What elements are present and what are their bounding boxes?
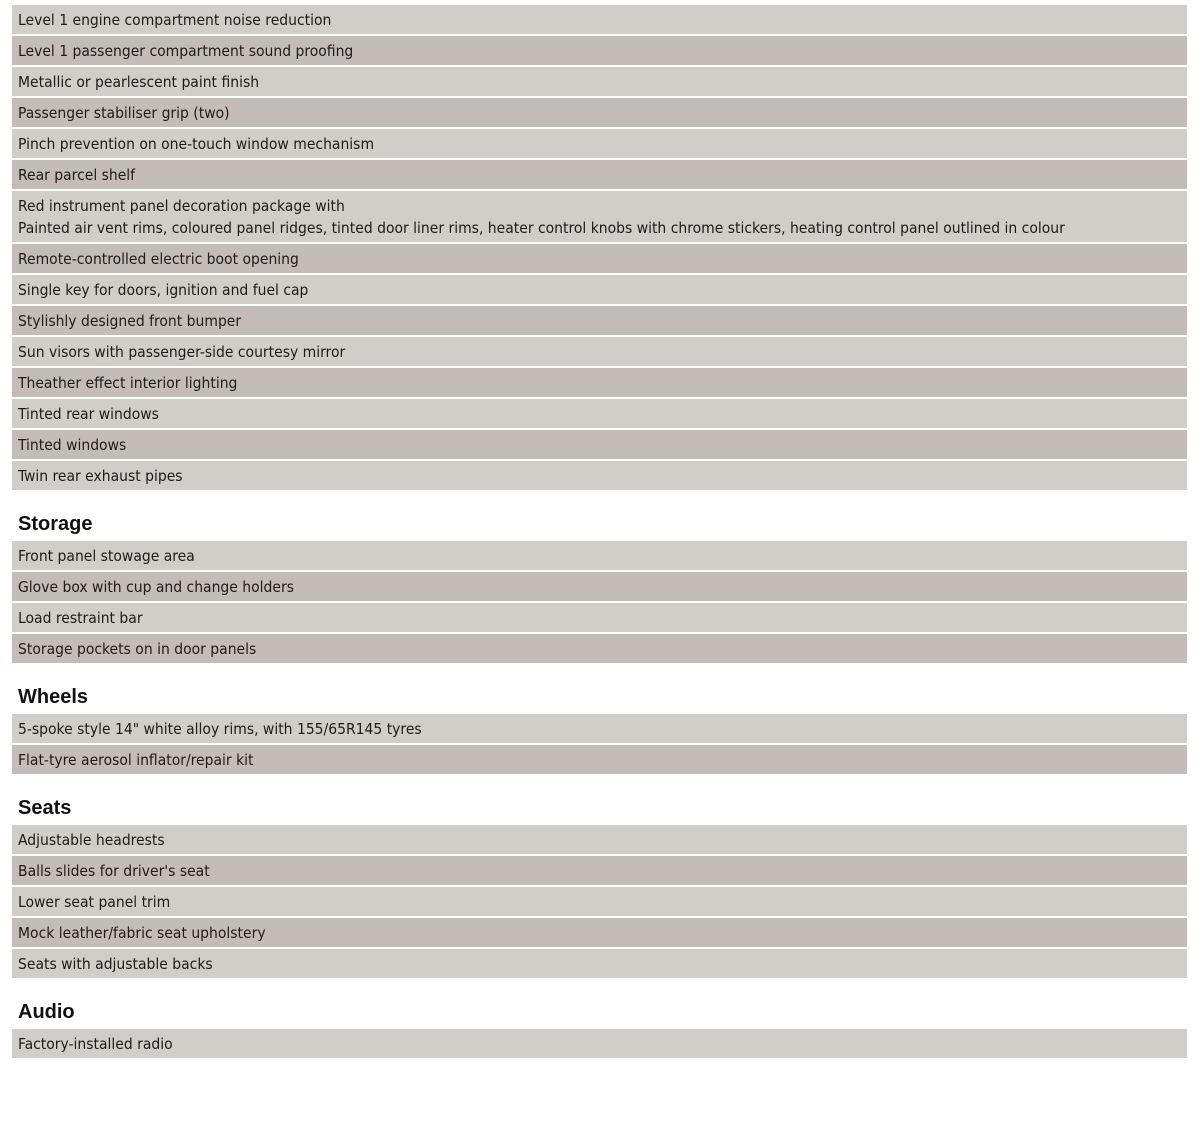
equipment-item-text: Stylishly designed front bumper	[18, 312, 242, 330]
equipment-item-text: Level 1 passenger compartment sound proofing	[18, 42, 354, 60]
equipment-row	[12, 603, 1187, 634]
section-title: Wheels	[18, 686, 89, 708]
equipment-rows	[12, 1029, 1187, 1060]
equipment-item-text: Remote-controlled electric boot opening	[18, 250, 299, 268]
equipment-row	[12, 572, 1187, 603]
equipment-row	[12, 634, 1187, 665]
equipment-item-text: 5-spoke style 14" white alloy rims, with 155/65R145 tyres	[18, 720, 422, 738]
equipment-row	[12, 67, 1187, 98]
equipment-row	[12, 887, 1187, 918]
equipment-rows	[12, 5, 1187, 492]
equipment-section	[12, 1000, 1187, 1060]
equipment-item-text: Level 1 engine compartment noise reduction	[18, 11, 332, 29]
equipment-item-text: Tinted rear windows	[18, 405, 159, 423]
equipment-row	[12, 825, 1187, 856]
equipment-item-text: Theather effect interior lighting	[18, 374, 238, 392]
equipment-item-text: Single key for doors, ignition and fuel cap	[18, 281, 309, 299]
equipment-rows	[12, 714, 1187, 776]
equipment-row	[12, 1029, 1187, 1060]
equipment-row	[12, 949, 1187, 980]
equipment-row	[12, 306, 1187, 337]
equipment-section	[12, 512, 1187, 665]
equipment-row	[12, 856, 1187, 887]
equipment-rows	[12, 825, 1187, 980]
equipment-section	[12, 5, 1187, 492]
equipment-row	[12, 368, 1187, 399]
equipment-item-text: Pinch prevention on one-touch window mechanism	[18, 135, 375, 153]
equipment-item-text: Glove box with cup and change holders	[18, 578, 294, 596]
equipment-row	[12, 430, 1187, 461]
equipment-row	[12, 399, 1187, 430]
equipment-row	[12, 275, 1187, 306]
equipment-item-text: Seats with adjustable backs	[18, 955, 213, 973]
equipment-section	[12, 685, 1187, 776]
equipment-item-text: Load restraint bar	[18, 609, 143, 627]
section-title: Audio	[18, 1001, 75, 1023]
equipment-row	[12, 918, 1187, 949]
equipment-item-text: Adjustable headrests	[18, 831, 165, 849]
equipment-row	[12, 244, 1187, 275]
equipment-row	[12, 541, 1187, 572]
section-title: Seats	[18, 797, 72, 819]
equipment-item-text: Lower seat panel trim	[18, 893, 171, 911]
equipment-item-text: Factory-installed radio	[18, 1035, 173, 1053]
equipment-item-text: Passenger stabiliser grip (two)	[18, 104, 230, 122]
equipment-item-text: Balls slides for driver's seat	[18, 862, 210, 880]
equipment-row	[12, 461, 1187, 492]
equipment-item-text: Flat-tyre aerosol inflator/repair kit	[18, 751, 254, 769]
equipment-row	[12, 191, 1187, 244]
equipment-item-text: Metallic or pearlescent paint finish	[18, 73, 260, 91]
equipment-row	[12, 714, 1187, 745]
equipment-rows	[12, 541, 1187, 665]
equipment-item-text: Twin rear exhaust pipes	[18, 467, 183, 485]
equipment-row	[12, 98, 1187, 129]
equipment-row	[12, 36, 1187, 67]
equipment-row	[12, 337, 1187, 368]
equipment-item-text: Tinted windows	[18, 436, 127, 454]
equipment-item-text: Red instrument panel decoration package with	[18, 197, 345, 215]
equipment-row	[12, 745, 1187, 776]
equipment-item-detail: Painted air vent rims, coloured panel ridges, tinted door liner rims, heater control knobs with chrome stickers, heating control panel outlined in colour	[18, 219, 1065, 237]
section-title: Storage	[18, 513, 93, 535]
equipment-row	[12, 129, 1187, 160]
equipment-item-text: Mock leather/fabric seat upholstery	[18, 924, 266, 942]
equipment-item-text: Storage pockets on in door panels	[18, 640, 257, 658]
equipment-item-text: Front panel stowage area	[18, 547, 195, 565]
equipment-row	[12, 160, 1187, 191]
equipment-section	[12, 796, 1187, 980]
equipment-row	[12, 5, 1187, 36]
equipment-item-text: Rear parcel shelf	[18, 166, 136, 184]
equipment-item-text: Sun visors with passenger-side courtesy mirror	[18, 343, 346, 361]
